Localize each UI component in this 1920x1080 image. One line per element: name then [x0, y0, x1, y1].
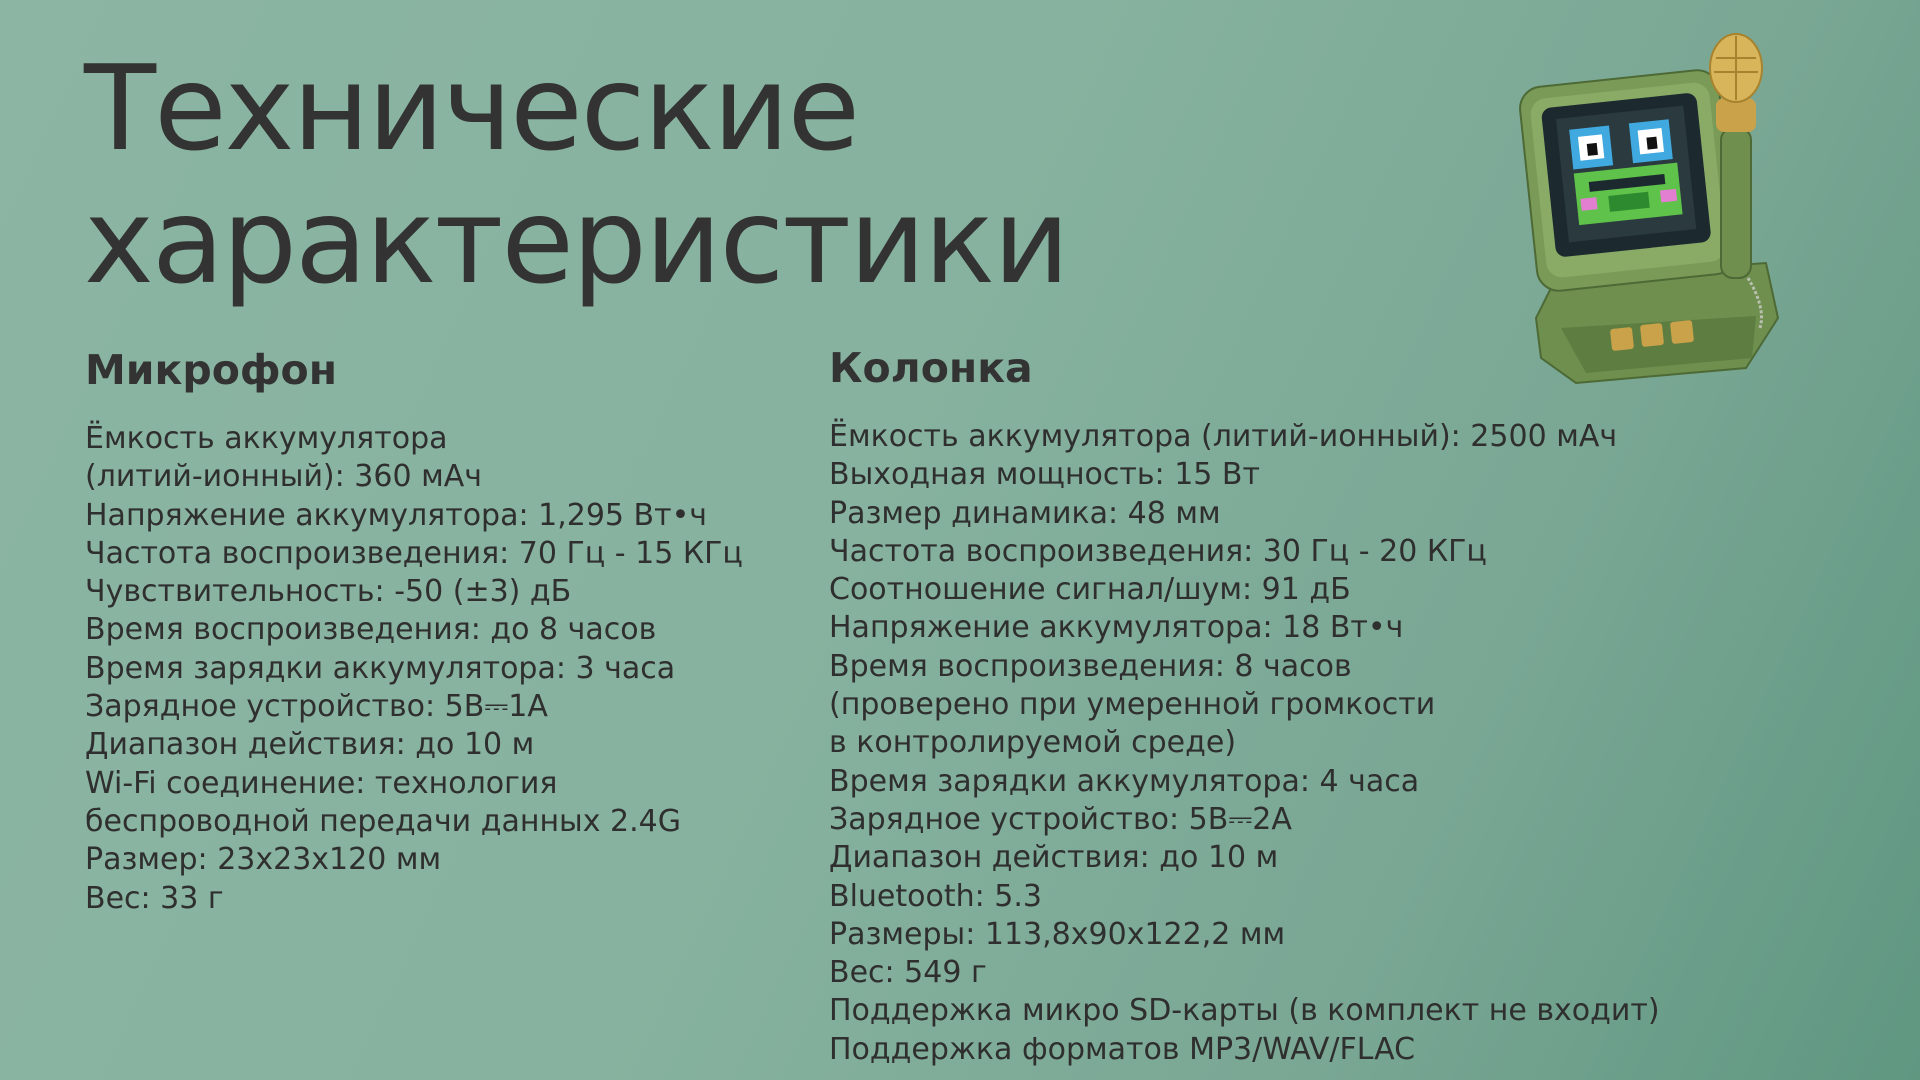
spec-item: Выходная мощность: 15 Вт — [829, 457, 1260, 493]
device-screen — [1541, 92, 1712, 257]
spec-item: Размер: 23х23х120 мм — [85, 842, 442, 878]
spec-item: Чувствительность: -50 (±3) дБ — [85, 574, 572, 610]
spec-item: Вес: 33 г — [85, 880, 224, 916]
spec-item: Время воспроизведения: 8 часов (проверено при умеренной громкости в контролируемой среде) — [829, 648, 1436, 761]
spec-item: Поддержка форматов MP3/WAV/FLAC — [829, 1031, 1416, 1067]
spec-item: Напряжение аккумулятора: 1,295 Вт•ч — [85, 497, 708, 533]
spec-item: Диапазон действия: до 10 м — [85, 727, 535, 763]
pixel-speaker-with-microphone-illustration — [1516, 28, 1816, 398]
microphone-spec-list — [85, 420, 785, 918]
spec-item: Частота воспроизведения: 70 Гц - 15 КГц — [85, 535, 743, 571]
speaker-specs-section — [829, 338, 1779, 1069]
speaker-heading: Колонка — [829, 344, 1033, 392]
spec-item: Соотношение сигнал/шум: 91 дБ — [829, 572, 1351, 608]
spec-item: Вес: 549 г — [829, 955, 987, 991]
spec-item: Bluetooth: 5.3 — [829, 878, 1042, 914]
speaker-spec-list — [829, 418, 1779, 1069]
spec-item: Зарядное устройство: 5В⎓1А — [85, 689, 548, 725]
spec-item: Размер динамика: 48 мм — [829, 495, 1221, 531]
spec-item: Wi-Fi соединение: технология беспроводной передачи данных 2.4G — [85, 765, 681, 839]
page-title-line-2: характеристики — [84, 172, 1068, 310]
spec-item: Диапазон действия: до 10 м — [829, 840, 1279, 876]
spec-item: Размеры: 113,8х90х122,2 мм — [829, 916, 1286, 952]
spec-item: Частота воспроизведения: 30 Гц - 20 КГц — [829, 533, 1487, 569]
microphone-heading: Микрофон — [85, 346, 338, 394]
page-title — [84, 39, 1068, 310]
spec-item: Время зарядки аккумулятора: 4 часа — [829, 763, 1420, 799]
spec-item: Время воспроизведения: до 8 часов — [85, 612, 657, 648]
spec-item: Ёмкость аккумулятора (литий-ионный): 360 мАч — [85, 421, 482, 495]
spec-item: Напряжение аккумулятора: 18 Вт•ч — [829, 610, 1404, 646]
spec-item: Время зарядки аккумулятора: 3 часа — [85, 650, 676, 686]
spec-item: Поддержка микро SD-карты (в комплект не входит) — [829, 993, 1660, 1029]
page-title-line-1: Технические — [84, 39, 859, 177]
spec-item: Ёмкость аккумулятора (литий-ионный): 2500 мАч — [829, 419, 1618, 454]
spec-item: Зарядное устройство: 5В⎓2А — [829, 801, 1292, 837]
microphone-specs-section — [85, 340, 785, 918]
